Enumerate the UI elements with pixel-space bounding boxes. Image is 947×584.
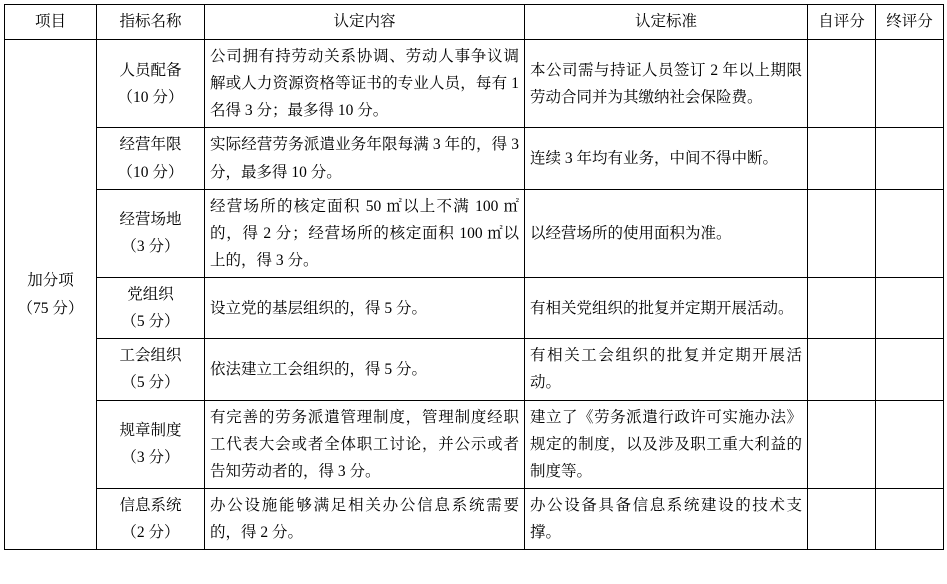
- self-score-cell[interactable]: [808, 400, 876, 488]
- table-row: [5, 189, 944, 277]
- indicator-name-line1: 人员配备: [119, 61, 182, 79]
- assessment-table: [4, 4, 944, 550]
- header-final-score: 终评分: [876, 5, 944, 40]
- self-score-cell[interactable]: [808, 40, 876, 128]
- category-bonus-items: [5, 40, 97, 550]
- final-score-cell[interactable]: [876, 400, 944, 488]
- indicator-name-line2: （5 分）: [121, 374, 180, 392]
- criteria-content-cell: 办公设施能够满足相关办公信息系统需要的，得 2 分。: [205, 488, 525, 549]
- indicator-name-cell: [97, 278, 205, 339]
- final-score-cell[interactable]: [876, 278, 944, 339]
- criteria-content-cell: 经营场所的核定面积 50 ㎡以上不满 100 ㎡的，得 2 分；经营场所的核定面积 100 ㎡以上的，得 3 分。: [205, 189, 525, 277]
- table-row: [5, 339, 944, 400]
- table-header: [5, 5, 944, 40]
- table-row: [5, 400, 944, 488]
- indicator-name-line2: （3 分）: [121, 449, 180, 467]
- criteria-content-cell: 设立党的基层组织的，得 5 分。: [205, 278, 525, 339]
- indicator-name-line2: （10 分）: [117, 163, 184, 181]
- table-row: [5, 488, 944, 549]
- criteria-content-cell: 依法建立工会组织的，得 5 分。: [205, 339, 525, 400]
- self-score-cell[interactable]: [808, 339, 876, 400]
- criteria-standard-cell: 有相关党组织的批复并定期开展活动。: [525, 278, 808, 339]
- criteria-standard-cell: 办公设备具备信息系统建设的技术支撑。: [525, 488, 808, 549]
- indicator-name-cell: [97, 339, 205, 400]
- criteria-standard-cell: 本公司需与持证人员签订 2 年以上期限劳动合同并为其缴纳社会保险费。: [525, 40, 808, 128]
- indicator-name-cell: [97, 488, 205, 549]
- final-score-cell[interactable]: [876, 189, 944, 277]
- indicator-name-cell: [97, 189, 205, 277]
- criteria-content-cell: 公司拥有持劳动关系协调、劳动人事争议调解或人力资源资格等证书的专业人员，每有 1 名得 3 分；最多得 10 分。: [205, 40, 525, 128]
- table-header-row: [5, 5, 944, 40]
- indicator-name-cell: [97, 128, 205, 189]
- table-body: [5, 40, 944, 550]
- indicator-name-line2: （10 分）: [117, 88, 184, 106]
- criteria-standard-cell: 连续 3 年均有业务，中间不得中断。: [525, 128, 808, 189]
- criteria-standard-cell: 以经营场所的使用面积为准。: [525, 189, 808, 277]
- indicator-name-line1: 信息系统: [119, 496, 182, 514]
- indicator-name-line1: 党组织: [127, 286, 174, 303]
- indicator-name-line1: 经营场地: [119, 211, 182, 229]
- criteria-standard-cell: 有相关工会组织的批复并定期开展活动。: [525, 339, 808, 400]
- self-score-cell[interactable]: [808, 128, 876, 189]
- criteria-content-cell: 实际经营劳务派遣业务年限每满 3 年的，得 3 分，最多得 10 分。: [205, 128, 525, 189]
- table-row: [5, 40, 944, 128]
- header-criteria-standard: 认定标准: [525, 5, 808, 40]
- indicator-name-line2: （2 分）: [121, 524, 180, 541]
- final-score-cell[interactable]: [876, 40, 944, 128]
- indicator-name-line1: 经营年限: [119, 136, 182, 154]
- indicator-name-cell: [97, 40, 205, 128]
- category-label-line2: （75 分）: [17, 299, 84, 317]
- indicator-name-cell: [97, 400, 205, 488]
- table-row: [5, 128, 944, 189]
- indicator-name-line2: （5 分）: [121, 313, 180, 331]
- indicator-name-line1: 工会组织: [119, 347, 182, 365]
- criteria-content-cell: 有完善的劳务派遣管理制度，管理制度经职工代表大会或者全体职工讨论，并公示或者告知劳动者的，得 3 分。: [205, 400, 525, 488]
- indicator-name-line1: 规章制度: [119, 422, 182, 440]
- final-score-cell[interactable]: [876, 488, 944, 549]
- self-score-cell[interactable]: [808, 189, 876, 277]
- self-score-cell[interactable]: [808, 278, 876, 339]
- table-row: [5, 278, 944, 339]
- final-score-cell[interactable]: [876, 339, 944, 400]
- criteria-standard-cell: 建立了《劳务派遣行政许可实施办法》规定的制度，以及涉及职工重大利益的制度等。: [525, 400, 808, 488]
- header-self-score: 自评分: [808, 5, 876, 40]
- indicator-name-line2: （3 分）: [121, 238, 180, 256]
- final-score-cell[interactable]: [876, 128, 944, 189]
- header-project: 项目: [5, 5, 97, 40]
- header-criteria-content: 认定内容: [205, 5, 525, 40]
- category-label-line1: 加分项: [27, 272, 74, 290]
- self-score-cell[interactable]: [808, 488, 876, 549]
- header-indicator-name: 指标名称: [97, 5, 205, 40]
